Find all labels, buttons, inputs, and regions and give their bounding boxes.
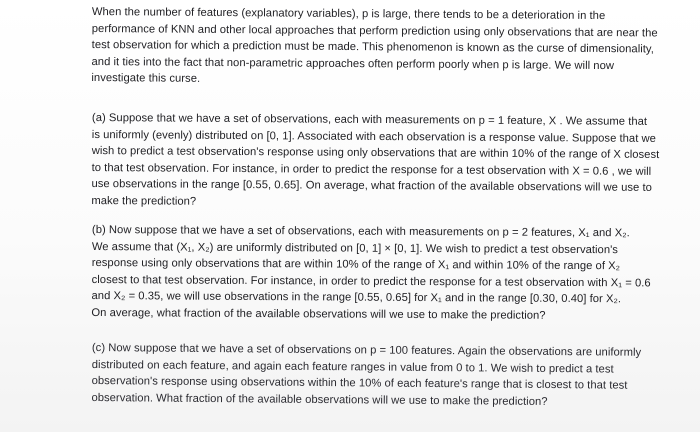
intro-line: test observation for which a prediction must be made. This phenomenon is known as the curse of dimensionality,: [91, 39, 654, 56]
part-a-line: (a) Suppose that we have a set of observations, each with measurements on p = 1 feature, X . We assume that: [91, 111, 648, 128]
part-c-line: (c) Now suppose that we have a set of observations on p = 100 features. Again the observations are uniformly: [91, 341, 642, 359]
intro-line: and it ties into the fact that non-parametric approaches often perform poorly when p is large. We will now: [91, 55, 615, 72]
intro-line: When the number of features (explanatory variables), p is large, there tends to be a deterioration in the: [91, 5, 606, 23]
part-c-question: [91, 340, 652, 411]
part-a-line: make the prediction?: [91, 194, 197, 208]
part-b-line: and X₂ = 0.35, we will use observations in the range [0.55, 0.65] for X₁ and in the range [0.30, 0.40] for X₂.: [91, 290, 622, 306]
intro-paragraph: [91, 4, 658, 91]
part-a-line: use observations in the range [0.55, 0.65]. On average, what fraction of the available observations will we use to: [91, 178, 652, 195]
part-b-line: closest to that test observation. For instance, in order to predict the response for a test observation with X₁ = 0.6: [91, 273, 651, 290]
part-a-line: to that test observation. For instance, in order to predict the response for a test observation with X = 0.6 , we will: [91, 161, 652, 178]
part-a-question: [91, 110, 660, 213]
part-b-line: response using only observations that are within 10% of the range of X₁ and within 10% of the range of X₂: [91, 257, 621, 273]
part-a-line: is uniformly (evenly) distributed on [0, 1]. Associated with each observation is a response value. Suppose that we: [91, 128, 656, 145]
part-a-line: wish to predict a test observation's response using only observations that are within 10% of the range of X closest: [91, 145, 660, 162]
part-c-line: observation. What fraction of the available observations will we use to make the prediction?: [91, 391, 548, 408]
part-c-line: observation's response using observations within the 10% of each feature's range that is closest to that test: [91, 375, 628, 392]
intro-line: investigate this curse.: [91, 72, 201, 86]
intro-line: performance of KNN and other local approaches that perform prediction using only observations that are near the: [91, 22, 658, 40]
part-b-line: We assume that (X₁, X₂) are uniformly distributed on [0, 1] × [0, 1]. We wish to predict a test observation's: [91, 240, 619, 256]
part-b-line: (b) Now suppose that we have a set of observations, each with measurements on p = 2 features, X₁ and X₂.: [91, 223, 630, 240]
part-b-question: [91, 222, 652, 325]
part-c-line: distributed on each feature, and again each feature ranges in value from 0 to 1. We wish to predict a test: [91, 358, 614, 376]
part-b-line: On average, what fraction of the available observations will we use to make the prediction?: [91, 306, 546, 322]
